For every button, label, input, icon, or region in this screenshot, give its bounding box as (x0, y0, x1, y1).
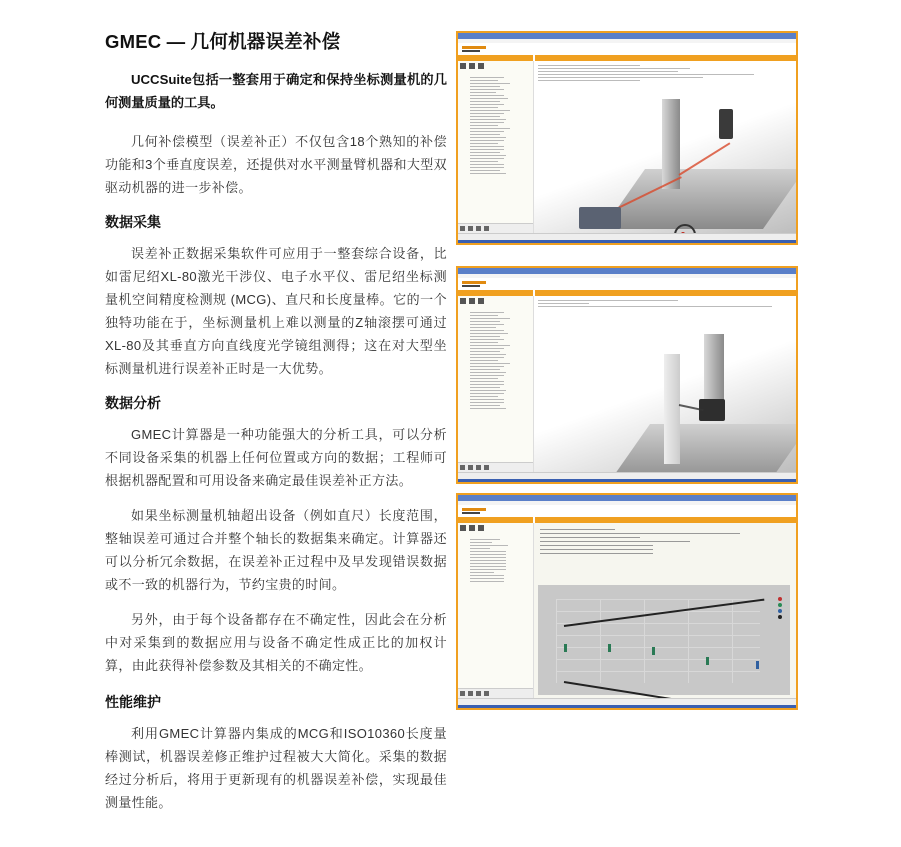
tool-icon (469, 298, 475, 304)
tool-icon (469, 525, 475, 531)
info-panel (534, 61, 796, 92)
procedure-tree (458, 523, 534, 699)
brand-bar (458, 278, 796, 290)
info-panel (534, 296, 796, 327)
procedure-tree (458, 61, 534, 234)
status-bar (458, 233, 796, 240)
brand-bar (458, 505, 796, 517)
paragraph: 如果坐标测量机轴超出设备（例如直尺）长度范围，整轴误差可通过合并整个轴长的数据集来确定。计算器还可以分析冗余数据，在误差补正过程中及早发现错误数据或不一致的机器行为，节约宝贵的时间。 (105, 508, 447, 592)
tool-icon (469, 63, 475, 69)
laser-interferometer-setup-screenshot (456, 31, 798, 245)
section-heading-data-analysis: 数据分析 (105, 395, 161, 411)
folder-icon (478, 63, 484, 69)
section-heading-performance-maintenance: 性能维护 (105, 694, 161, 710)
result-info (534, 523, 796, 560)
3d-viewport (534, 89, 796, 234)
chart-legend (778, 597, 782, 619)
page-title: GMEC — 几何机器误差补偿 (105, 31, 341, 52)
folder-icon (478, 298, 484, 304)
text-column (105, 30, 447, 826)
lead-paragraph: UCCSuite包括一整套用于确定和保持坐标测量机的几何测量质量的工具。 (105, 72, 447, 110)
status-bar (458, 698, 796, 705)
section-heading-data-collection: 数据采集 (105, 214, 161, 230)
taskbar (458, 479, 796, 482)
flag-icon (460, 63, 466, 69)
3d-viewport (534, 324, 796, 473)
paragraph: GMEC计算器是一种功能强大的分析工具，可以分析不同设备采集的机器上任何位置或方向的数据；工程师可根据机器配置和可用设备来确定最佳误差补正方法。 (105, 427, 447, 488)
analysis-chart-screenshot (456, 493, 798, 710)
paragraph: 利用GMEC计算器内集成的MCG和ISO10360长度量棒测试，机器误差修正维护过程被大大简化。采集的数据经过分析后，将用于更新现有的机器误差补偿，实现最佳测量性能。 (105, 726, 447, 810)
paragraph: 另外，由于每个设备都存在不确定性，因此会在分析中对采集到的数据应用与设备不确定性成正比的加权计算，由此获得补偿参数及其相关的不确定性。 (105, 612, 447, 673)
taskbar (458, 705, 796, 708)
procedure-tree (458, 296, 534, 473)
intro-paragraph: 几何补偿模型（误差补正）不仅包含18个熟知的补偿功能和3个垂直度误差，还提供对水平测量臂机器和大型双驱动机器的进一步补偿。 (105, 134, 447, 195)
taskbar (458, 240, 796, 243)
straightness-optics-screenshot (456, 266, 798, 484)
folder-icon (478, 525, 484, 531)
status-bar (458, 472, 796, 479)
brand-bar (458, 43, 796, 55)
paragraph: 误差补正数据采集软件可应用于一整套综合设备，比如雷尼绍XL-80激光干涉仪、电子水平仪、雷尼绍坐标测量机空间精度检测规 (MCG)、直尺和长度量棒。它的一个独特功能在于，坐标测量机上难以测量的Z轴滚摆可通过XL-80及其垂直方向直线度光学镜组测得；这在对大型坐标测量机进行误差补正时是一大优势。 (105, 246, 447, 376)
error-chart (538, 585, 790, 695)
flag-icon (460, 298, 466, 304)
flag-icon (460, 525, 466, 531)
